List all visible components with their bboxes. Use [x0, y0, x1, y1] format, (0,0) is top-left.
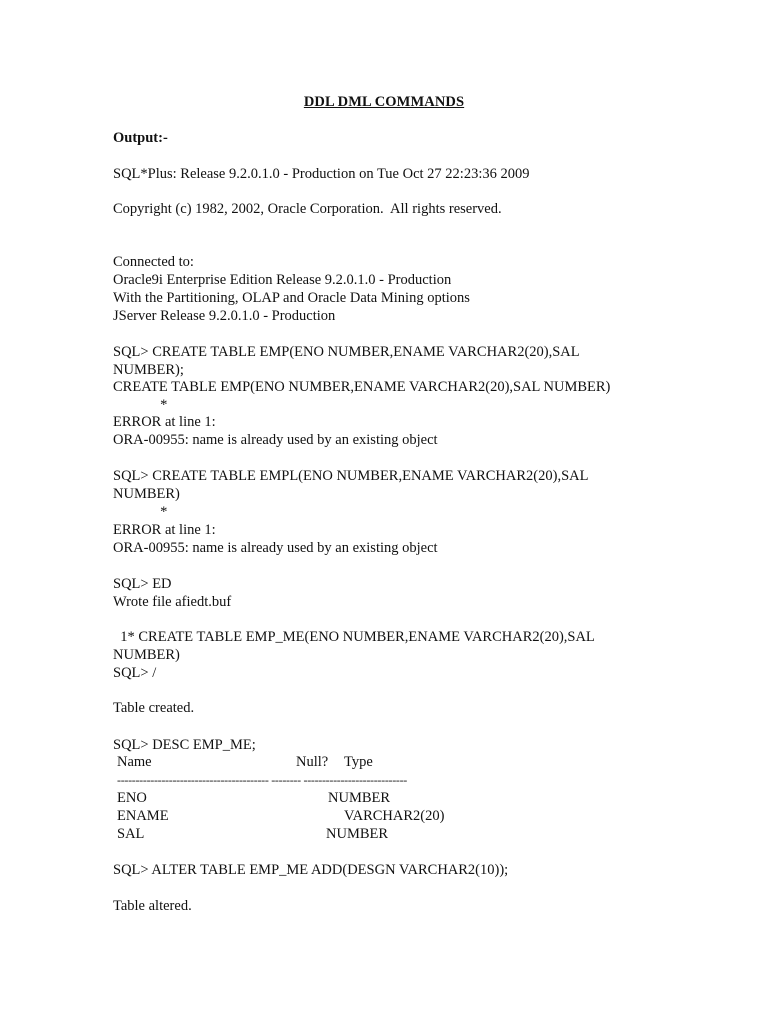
document-title: DDL DML COMMANDS: [303, 94, 465, 110]
connected-line: Connected to:: [113, 254, 194, 270]
sql-line: SQL> ALTER TABLE EMP_ME ADD(DESGN VARCHAR2(10));: [113, 862, 509, 878]
error-line: ERROR at line 1:: [113, 414, 216, 430]
desc-separator: ----------------------------------------- -------- ----------------------------: [117, 773, 408, 787]
connected-line: Oracle9i Enterprise Edition Release 9.2.0.1.0 - Production: [113, 272, 452, 288]
output-label: Output:-: [113, 130, 168, 146]
sql-line: NUMBER);: [113, 362, 184, 378]
desc-row-name: SAL: [117, 826, 145, 842]
desc-row-name: ENAME: [117, 808, 169, 824]
desc-header-type: Type: [344, 754, 373, 770]
sql-line: NUMBER): [113, 486, 180, 502]
desc-row-name: ENO: [117, 790, 147, 806]
connected-line: JServer Release 9.2.0.1.0 - Production: [113, 308, 336, 324]
connected-line: With the Partitioning, OLAP and Oracle Data Mining options: [113, 290, 470, 306]
desc-header-name: Name: [117, 754, 152, 770]
sql-line: NUMBER): [113, 647, 180, 663]
error-line: ERROR at line 1:: [113, 522, 216, 538]
sql-line: SQL> CREATE TABLE EMP(ENO NUMBER,ENAME VARCHAR2(20),SAL: [113, 344, 580, 360]
sql-output: Wrote file afiedt.buf: [113, 594, 232, 610]
error-message: ORA-00955: name is already used by an existing object: [113, 432, 438, 448]
sql-line: CREATE TABLE EMP(ENO NUMBER,ENAME VARCHAR2(20),SAL NUMBER): [113, 379, 611, 395]
copyright-line: Copyright (c) 1982, 2002, Oracle Corporation. All rights reserved.: [113, 201, 502, 217]
error-marker: *: [113, 397, 168, 413]
sqlplus-banner: SQL*Plus: Release 9.2.0.1.0 - Production on Tue Oct 27 22:23:36 2009: [113, 166, 530, 182]
desc-row-type: VARCHAR2(20): [344, 808, 445, 824]
sql-line: 1* CREATE TABLE EMP_ME(ENO NUMBER,ENAME VARCHAR2(20),SAL: [113, 629, 595, 645]
desc-row-type: NUMBER: [326, 826, 389, 842]
sql-output: Table altered.: [113, 898, 192, 914]
sql-line: SQL> DESC EMP_ME;: [113, 737, 256, 753]
desc-header-null: Null?: [296, 754, 329, 770]
sql-line: SQL> ED: [113, 576, 172, 592]
error-message: ORA-00955: name is already used by an existing object: [113, 540, 438, 556]
sql-line: SQL> CREATE TABLE EMPL(ENO NUMBER,ENAME VARCHAR2(20),SAL: [113, 468, 589, 484]
error-marker: *: [113, 504, 168, 520]
sql-output: Table created.: [113, 700, 195, 716]
sql-line: SQL> /: [113, 665, 157, 681]
desc-row-type: NUMBER: [328, 790, 391, 806]
